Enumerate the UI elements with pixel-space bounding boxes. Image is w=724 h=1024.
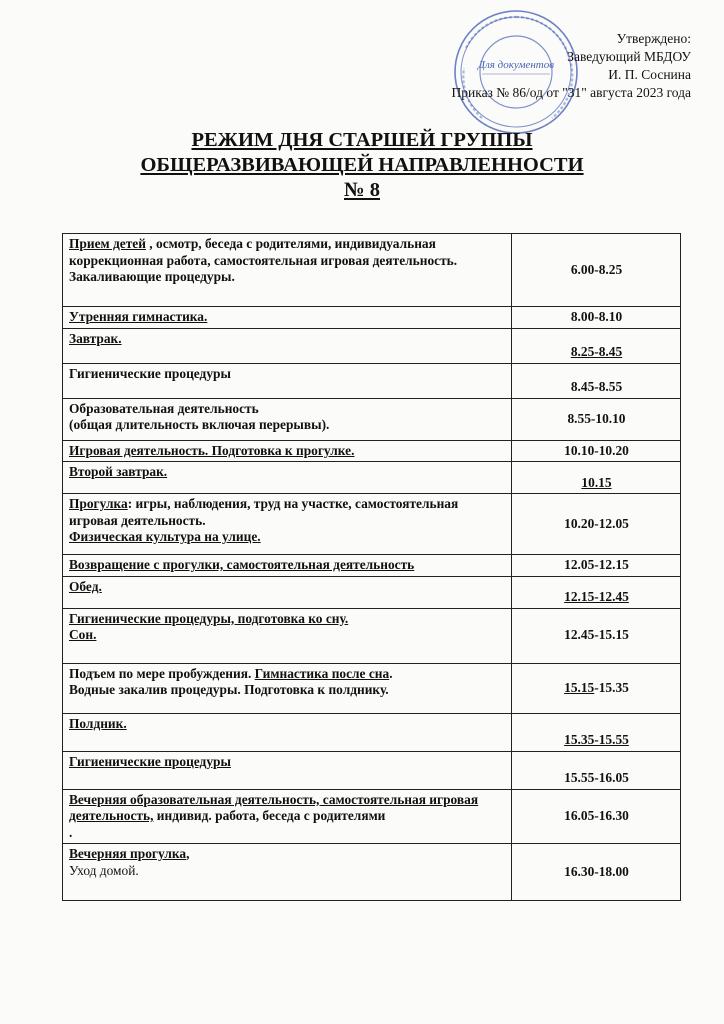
activity-text: Сон. <box>69 627 97 642</box>
schedule-table <box>62 233 681 901</box>
time-text: 10.10-10.20 <box>564 442 629 458</box>
time-text: 15.55-16.05 <box>564 770 629 785</box>
title-line-2: ОБЩЕРАЗВИВАЮЩЕЙ НАПРАВЛЕННОСТИ <box>140 154 584 176</box>
time-text: 6.00-8.25 <box>570 261 623 277</box>
page-title <box>0 128 724 203</box>
activity-text: Уход домой. <box>69 862 139 878</box>
approval-position: Заведующий МБДОУ <box>567 49 691 64</box>
approval-signatory: И. П. Соснина <box>608 67 691 82</box>
table-row <box>63 713 681 751</box>
activity-cell <box>63 440 512 462</box>
time-cell <box>512 440 681 462</box>
approval-order: Приказ № 86/од от "31" августа 2023 года <box>451 85 691 100</box>
time-text: 10.15 <box>581 474 612 490</box>
title-line-1: РЕЖИМ ДНЯ СТАРШЕЙ ГРУППЫ <box>191 129 533 151</box>
time-cell <box>512 751 681 789</box>
activity-text: индивид. работа, беседа с родителями <box>153 808 386 823</box>
activity-text: Подъем по мере пробуждения. <box>69 665 255 681</box>
title-line-3: № 8 <box>344 179 380 201</box>
activity-cell <box>63 234 512 307</box>
time-text: 12.15-12.45 <box>564 589 629 604</box>
table-row <box>63 440 681 462</box>
time-cell <box>512 363 681 398</box>
time-cell <box>512 234 681 307</box>
activity-cell <box>63 751 512 789</box>
table-row <box>63 462 681 494</box>
table-row <box>63 398 681 440</box>
table-row <box>63 494 681 555</box>
time-text: 16.05-16.30 <box>564 808 629 823</box>
time-text: 15.35-15.55 <box>564 732 629 747</box>
activity-text: : игры, наблюдения, труд на участке, самостоятельная игровая деятельность. <box>69 496 459 528</box>
time-cell <box>512 328 681 363</box>
approval-heading: Утверждено: <box>616 31 691 46</box>
time-text: 8.55-10.10 <box>567 410 626 426</box>
activity-cell <box>63 663 512 713</box>
activity-cell <box>63 713 512 751</box>
activity-text: Обед. <box>69 578 102 594</box>
activity-text: Возвращение с прогулки, самостоятельная деятельность <box>69 557 415 572</box>
activity-text: Второй завтрак. <box>69 464 168 479</box>
time-cell <box>512 789 681 844</box>
activity-text: Гимнастика после сна <box>254 665 390 681</box>
activity-text: (общая длительность включая перерывы). <box>69 417 330 432</box>
activity-cell <box>63 328 512 363</box>
activity-text: Прогулка <box>69 496 128 511</box>
time-cell <box>512 398 681 440</box>
activity-cell <box>63 608 512 663</box>
time-cell <box>512 307 681 329</box>
time-cell <box>512 555 681 577</box>
activity-text: Водные закалив процедуры. Подготовка к полднику. <box>69 682 389 697</box>
activity-text: Физическая культура на улице. <box>69 529 261 544</box>
time-text: 8.00-8.10 <box>570 309 623 324</box>
activity-text: Гигиенические процедуры, подготовка ко сну. <box>69 610 349 626</box>
table-row <box>63 363 681 398</box>
activity-text: . <box>69 824 73 840</box>
table-row <box>63 789 681 844</box>
table-row <box>63 307 681 329</box>
activity-cell <box>63 363 512 398</box>
time-cell <box>512 576 681 608</box>
approval-block <box>451 30 691 102</box>
activity-text: Гигиенические процедуры <box>69 365 231 381</box>
activity-cell <box>63 494 512 555</box>
activity-text: Образовательная деятельность <box>69 400 259 416</box>
activity-text: , осмотр, беседа с родителями, индивидуальная коррекционная работа, самостоятельная игровая деятельность. Закаливающие процедуры. <box>69 236 458 284</box>
time-text: 12.05-12.15 <box>564 557 629 572</box>
activity-text: Игровая деятельность. Подготовка к прогулке. <box>69 442 355 458</box>
activity-text: Гигиенические процедуры <box>69 753 231 769</box>
time-cell <box>512 608 681 663</box>
time-cell <box>512 663 681 713</box>
table-row <box>63 328 681 363</box>
activity-cell <box>63 555 512 577</box>
time-cell <box>512 713 681 751</box>
table-row <box>63 576 681 608</box>
time-text: 10.20-12.05 <box>564 515 629 531</box>
activity-cell <box>63 576 512 608</box>
activity-text: Вечерняя образовательная деятельность, самостоятельная игровая деятельность, <box>69 791 479 823</box>
activity-text: Завтрак. <box>69 330 122 346</box>
activity-cell <box>63 844 512 901</box>
table-row <box>63 555 681 577</box>
activity-text: Вечерняя прогулка <box>69 846 187 861</box>
time-text: -15.35 <box>594 679 629 695</box>
activity-text: . <box>389 665 393 681</box>
time-text: 8.25-8.45 <box>570 344 623 359</box>
table-row <box>63 751 681 789</box>
activity-text: Утренняя гимнастика. <box>69 309 208 324</box>
table-row <box>63 234 681 307</box>
table-row <box>63 663 681 713</box>
activity-text: Полдник. <box>69 715 127 731</box>
time-cell <box>512 494 681 555</box>
activity-text: , <box>186 846 190 861</box>
stamp-text: Для документов <box>477 59 555 71</box>
activity-text: Прием детей <box>69 236 146 251</box>
activity-cell <box>63 462 512 494</box>
table-row <box>63 844 681 901</box>
time-cell <box>512 844 681 901</box>
table-row <box>63 608 681 663</box>
activity-cell <box>63 789 512 844</box>
time-text: 8.45-8.55 <box>570 379 623 394</box>
time-text: 12.45-15.15 <box>564 627 629 643</box>
time-cell <box>512 462 681 494</box>
time-text: 16.30-18.00 <box>564 863 629 879</box>
activity-cell <box>63 307 512 329</box>
activity-cell <box>63 398 512 440</box>
time-text: 15.15 <box>564 679 595 695</box>
